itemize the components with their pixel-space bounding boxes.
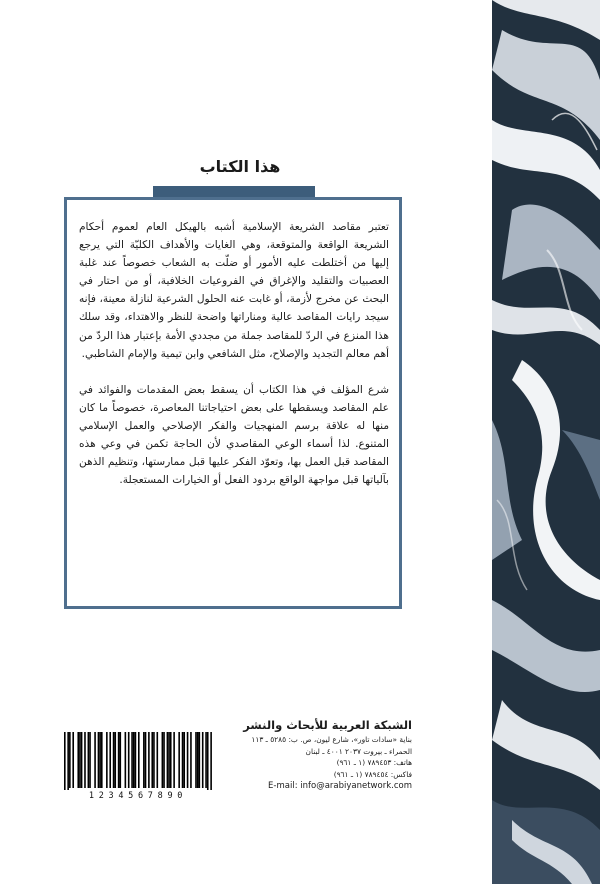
- barcode-bar: [69, 732, 71, 788]
- barcode-bar: [170, 732, 172, 788]
- barcode-bar: [94, 732, 96, 788]
- publisher-info: [222, 716, 412, 792]
- publisher-address-line-1: بناية «سادات تاور»، شارع ليون، ص. ب: ٥٢٨٥ ـ ١١٣: [251, 735, 412, 744]
- barcode-bar: [101, 732, 103, 788]
- description-frame: [64, 197, 402, 609]
- barcode-bars: [64, 732, 212, 792]
- barcode-bar: [106, 732, 108, 788]
- barcode-bar: [89, 732, 91, 788]
- barcode-bar: [125, 732, 127, 788]
- publisher-fax: فاكس: ٧٨٩٤٥٤ (١ ـ ٩٦١): [333, 769, 412, 779]
- barcode-image: [64, 732, 212, 802]
- barcode-bar: [128, 732, 130, 788]
- barcode-bar: [143, 732, 145, 788]
- barcode-bar: [210, 732, 212, 792]
- barcode-bar: [195, 732, 197, 788]
- barcode-bar: [187, 732, 189, 788]
- barcode-bar: [167, 732, 169, 788]
- barcode-bar: [183, 732, 185, 788]
- barcode-bar: [190, 732, 192, 788]
- barcode-bar: [207, 732, 209, 792]
- barcode-bar: [202, 732, 204, 788]
- barcode-bar: [197, 732, 199, 788]
- barcode-bar: [153, 732, 155, 788]
- barcode-bar: [84, 732, 86, 788]
- barcode-bar: [151, 732, 153, 788]
- barcode-bar: [182, 732, 184, 788]
- barcode-digits: 1234567890: [64, 790, 212, 802]
- barcode-bar: [120, 732, 122, 788]
- barcode-bar: [157, 732, 159, 788]
- barcode-bar: [199, 732, 201, 788]
- barcode-bar: [173, 732, 175, 788]
- barcode-bar: [114, 732, 116, 788]
- barcode-bar: [118, 732, 120, 788]
- barcode-bar: [64, 732, 66, 792]
- section-title: هذا الكتاب: [199, 157, 281, 176]
- barcode-bar: [109, 732, 111, 788]
- barcode-bar: [148, 732, 150, 788]
- barcode-bar: [67, 732, 69, 792]
- barcode-bar: [88, 732, 90, 788]
- barcode-bar: [135, 732, 137, 788]
- barcode-bar: [133, 732, 135, 788]
- description-paragraph-2: شرع المؤلف في هذا الكتاب أن يسقط بعض المقدمات والفوائد في علم المقاصد ويسقطها على بعض احتياجاتنا المعاصرة، خصوصاً ما كان منها له علاقة برسم المنهجيات والفكر الإصلاحي والعمل الإسلامي المتنوع. لذا أسماء الوعي المقاصدي لأن الحاجة تكمن في وعي هذه المقاصد قبل العمل بها، وتعوّد الفكر عليها قبل ممارستها، وتنظيم الذهن بآلياتها قبل مواجهة الواقع بردود الفعل أو الخيارات المستعجلة.: [79, 383, 389, 487]
- barcode-bar: [163, 732, 165, 788]
- barcode-bar: [72, 732, 74, 788]
- publisher-email: E-mail: info@arabiyanetwork.com: [268, 781, 412, 791]
- barcode-bar: [79, 732, 81, 788]
- barcode-bar: [138, 732, 140, 788]
- barcode-bar: [131, 732, 133, 788]
- marbled-swirl-artwork: [492, 0, 600, 884]
- publisher-address-line-2: الحمراء ـ بيروت ٢٠٣٧ ٤٠٠١ ـ لبنان: [305, 746, 412, 756]
- barcode-bar: [205, 732, 207, 788]
- barcode-bar: [145, 732, 147, 788]
- barcode-bar: [98, 732, 100, 788]
- barcode-bar: [81, 732, 83, 788]
- barcode-bar: [178, 732, 180, 788]
- barcode-bar: [99, 732, 101, 788]
- description-text: [79, 218, 389, 489]
- description-paragraph-1: تعتبر مقاصد الشريعة الإسلامية أشبه بالهيكل العام لعموم أحكام الشريعة الواقعة والمتوقعة، وهي الغايات والأهداف الكليّة التي يرجع إليها من أختلطت عليه الأمور أو ضلّت به الشعاب خصوصاً عند غلبة العصبيات والتقليد والإغراق في الفروعيات الخلافية، أو من احتار في البحث عن مخرج لأزمة، أو غابت عنه الحلول الشرعية لنازلة معينة، فإنه سيجد رايات المقاصد عالية ومناراتها واضحة للنظر والاهتداء، وقد سلك هذا المنزع في الردّ للمقاصد جملة من مجددي الأمة بإعتبار هذا الردّ من أهم معالم التجديد والإصلاح، مثل الشافعي وابن تيمية والإمام الشاطبي.: [79, 221, 389, 360]
- section-title-block: [140, 155, 340, 179]
- barcode-bar: [77, 732, 79, 788]
- publisher-phone: هاتف: ٧٨٩٤٥٣ (١ ـ ٩٦١): [336, 758, 412, 767]
- barcode-bar: [168, 732, 170, 788]
- publisher-name: الشبكة العربية للأبحاث والنشر: [243, 718, 412, 732]
- barcode-bar: [113, 732, 115, 788]
- barcode-bar: [162, 732, 164, 788]
